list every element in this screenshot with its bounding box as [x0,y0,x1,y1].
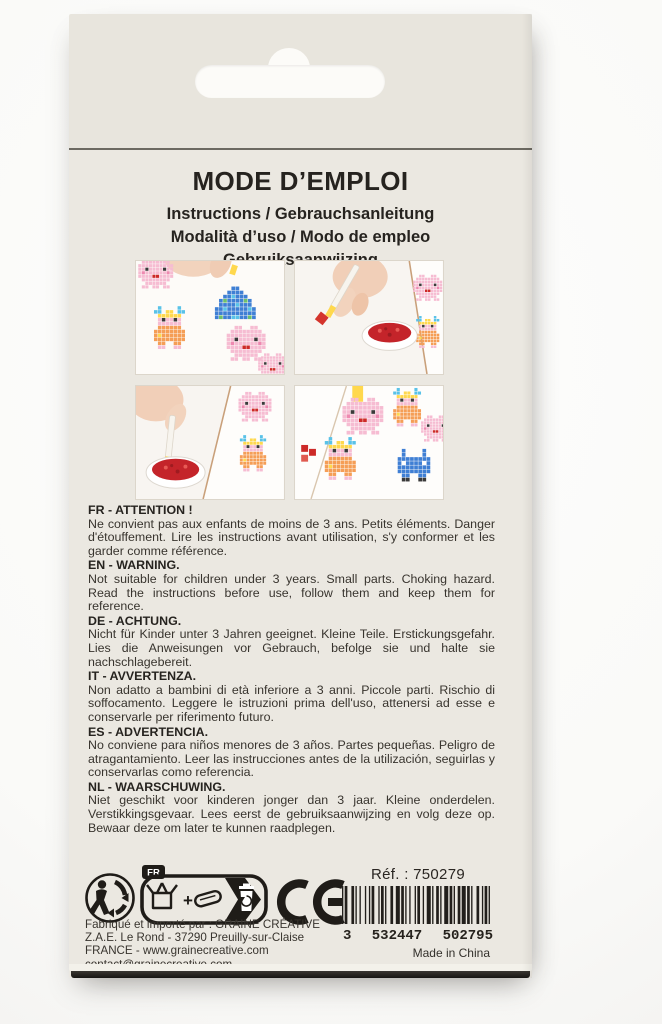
subtitle-en-de: Instructions / Gebrauchsanleitung [166,205,435,223]
warning-header-nl: NL - WAARSCHUWING. [88,779,226,794]
warning-header-de: DE - ACHTUNG. [88,613,182,628]
instruction-photos [135,260,445,500]
recycling-sort-icon [139,864,269,926]
triman-recycling-icon [84,872,136,924]
barcode-digits [342,928,494,944]
warning-body-it: Non adatto a bambini di età inferiore a 3 anni. Piccole parti. Rischio di soffocamento. Leggere le istruzioni prima dell'uso, attenersi ad esse e conservarle per riferimento futuro. [88,682,495,724]
company-line-1: Fabriqué et importé par : GRAINE CRÉATIVE [85,918,320,931]
product-box-back [69,14,532,978]
box-bottom-edge [69,964,532,971]
step-photo-4 [294,385,444,500]
box-bottom-shadow [71,971,530,978]
company-line-3: FRANCE - www.grainecreative.com [85,944,269,958]
instructions-header [69,166,532,272]
made-in-label: Made in China [412,946,490,960]
step-photo-1 [135,260,285,375]
company-line-2: Z.A.E. Le Rond - 37290 Preuilly-sur-Claise [85,931,305,945]
warning-body-fr: Ne convient pas aux enfants de moins de 3 ans. Petits éléments. Danger d'étouffement. Lire les instructions avant utilisation, s'y conformer et les garder comme référence. [88,516,495,558]
fr-badge-label: FR [147,867,160,879]
warning-body-de: Nicht für Kinder unter 3 Jahren geeignet. Kleine Teile. Erstickungsgefahr. Lies die Anweisungen vor Gebrauch, befolge sie und halte sie nachschlagebereit. [88,627,495,669]
warning-header-en: EN - WARNING. [88,558,180,573]
euro-slot-hole [195,65,385,98]
warning-body-nl: Niet geschikt voor kinderen jonger dan 3 jaar. Kleine onderdelen. Verstikkingsgevaar. Lees eerst de gebruiksaanwijzing en volg deze op. Bewaar deze om later te kunnen raadplegen. [88,793,495,835]
warning-body-es: No conviene para niños menores de 3 años. Partes pequeñas. Peligro de atragantamiento. Leer las instrucciones antes de la utilización, seguirlas y conservarlas como referencia. [88,738,495,780]
warning-header-it: IT - AVVERTENZA. [88,669,197,684]
plus-icon: + [183,891,193,910]
page-title: MODE D’EMPLOI [192,166,409,196]
subtitle-it-es: Modalità d’uso / Modo de empleo [170,228,431,246]
reference-number: Réf. : 750279 [371,866,465,883]
barcode-block [342,866,494,960]
step-photo-3 [135,385,285,500]
barcode-digit-left: 3 [343,928,352,944]
hang-tab-flap [69,14,532,148]
safety-warnings [88,504,495,836]
step-photo-2 [294,260,444,375]
warning-header-fr: FR - ATTENTION ! [88,503,193,517]
warning-header-es: ES - ADVERTENCIA. [88,724,209,739]
manufacturer-info [85,918,320,971]
warning-body-en: Not suitable for children under 3 years. Small parts. Choking hazard. Read the instructions before use, follow them and keep them for reference. [88,571,495,614]
back-panel [69,150,532,978]
barcode-group-1: 532447 [371,928,423,944]
barcode [342,886,494,924]
barcode-group-2: 502795 [442,928,493,944]
